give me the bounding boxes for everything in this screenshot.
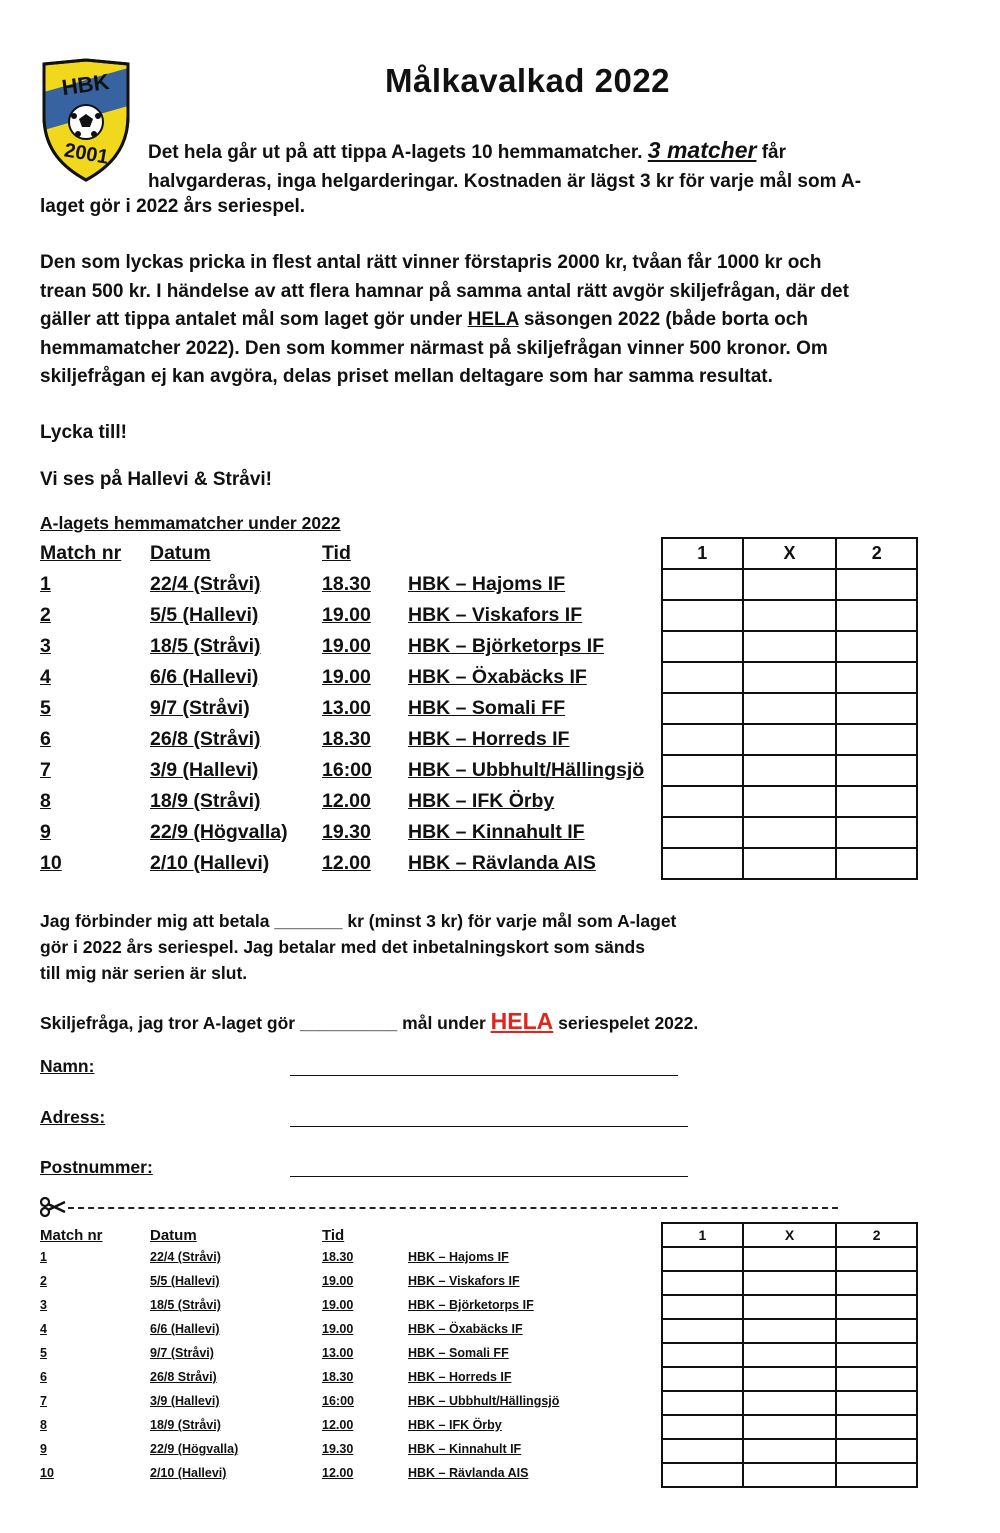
coupon-pick-cell[interactable]: [743, 1295, 837, 1319]
intro-line-3: laget gör i 2022 års seriespel.: [40, 196, 306, 217]
pick-cell[interactable]: [836, 848, 917, 879]
name-field[interactable]: [290, 1075, 678, 1076]
greeting-see-you: Vi ses på Hallevi & Stråvi!: [40, 469, 272, 490]
coupon-pick-cell[interactable]: [743, 1367, 837, 1391]
coupon-row: 9 22/9 (Högvalla) 19.30 HBK – Kinnahult IF: [40, 1442, 522, 1456]
coupon-pick-cell[interactable]: [662, 1391, 743, 1415]
pick-cell[interactable]: [662, 817, 743, 848]
prize-line-2: trean 500 kr. I händelse av att flera hamnar på samma antal rätt avgör skiljefrågan, där det: [40, 280, 849, 302]
match-row: 4 6/6 (Hallevi) 19.00 HBK – Öxabäcks IF: [40, 666, 587, 688]
coupon-pick-cell[interactable]: [836, 1439, 917, 1463]
pick-cell[interactable]: [836, 724, 917, 755]
coupon-pick-cell[interactable]: [836, 1463, 917, 1487]
commit-line-2: gör i 2022 års seriespel. Jag betalar med det inbetalningskort som sänds: [40, 937, 645, 957]
match-row: 6 26/8 (Stråvi) 18.30 HBK – Horreds IF: [40, 728, 570, 750]
coupon-pick-cell[interactable]: [836, 1391, 917, 1415]
match-row: 8 18/9 (Stråvi) 12.00 HBK – IFK Örby: [40, 790, 555, 812]
coupon-pick-cell[interactable]: [743, 1415, 837, 1439]
commit-line-1: Jag förbinder mig att betala _______ kr (minst 3 kr) för varje mål som A-laget: [40, 911, 677, 931]
match-row: 9 22/9 (Högvalla) 19.30 HBK – Kinnahult IF: [40, 821, 585, 843]
coupon-pick-cell[interactable]: [743, 1271, 837, 1295]
postal-code-label: Postnummer:: [40, 1157, 153, 1177]
pick-cell[interactable]: [662, 786, 743, 817]
match-row: 3 18/5 (Stråvi) 19.00 HBK – Björketorps IF: [40, 635, 605, 657]
intro-paragraph: [148, 136, 948, 196]
page-title: Målkavalkad 2022: [385, 62, 671, 99]
pick-cell[interactable]: [743, 755, 837, 786]
coupon-pick-cell[interactable]: [743, 1247, 837, 1271]
pick-cell[interactable]: [836, 662, 917, 693]
coupon-pick-cell[interactable]: [662, 1319, 743, 1343]
pick-cell[interactable]: [836, 755, 917, 786]
grid-header-row: [662, 538, 917, 569]
pick-cell[interactable]: [743, 786, 837, 817]
pick-cell[interactable]: [662, 693, 743, 724]
coupon-pick-cell[interactable]: [662, 1415, 743, 1439]
coupon-pick-cell[interactable]: [662, 1295, 743, 1319]
pick-cell[interactable]: [743, 631, 837, 662]
coupon-grid-header-1: 1: [662, 1223, 743, 1247]
coupon-pick-cell[interactable]: [662, 1271, 743, 1295]
hela-red-emphasis: HELA: [490, 1008, 554, 1034]
pick-cell[interactable]: [743, 600, 837, 631]
intro-line-2: halvgarderas, inga helgarderingar. Kostnaden är lägst 3 kr för varje mål som A-: [148, 170, 862, 192]
pick-cell[interactable]: [836, 600, 917, 631]
scissors-icon: [40, 1197, 66, 1217]
grid-header-2: 2: [836, 538, 917, 569]
pick-cell[interactable]: [836, 786, 917, 817]
coupon-pick-cell[interactable]: [743, 1439, 837, 1463]
coupon-row: 4 6/6 (Hallevi) 19.00 HBK – Öxabäcks IF: [40, 1322, 523, 1336]
coupon-header-match-nr: Match nr: [40, 1227, 103, 1244]
match-row: 2 5/5 (Hallevi) 19.00 HBK – Viskafors IF: [40, 604, 583, 626]
greeting-good-luck: Lycka till!: [40, 422, 127, 443]
pick-cell[interactable]: [743, 817, 837, 848]
coupon-pick-cell[interactable]: [743, 1391, 837, 1415]
coupon-pick-cell[interactable]: [836, 1319, 917, 1343]
hela-underlined: HELA: [467, 309, 519, 330]
coupon-pick-cell[interactable]: [836, 1415, 917, 1439]
pick-cell[interactable]: [743, 724, 837, 755]
pick-cell[interactable]: [836, 817, 917, 848]
grid-header-x: X: [743, 538, 837, 569]
match-row: 5 9/7 (Stråvi) 13.00 HBK – Somali FF: [40, 697, 566, 719]
prediction-grid: [661, 537, 918, 880]
prize-line-5: skiljefrågan ej kan avgöra, delas priset mellan deltagare som har samma resultat.: [40, 366, 773, 387]
pick-cell[interactable]: [743, 693, 837, 724]
coupon-grid-header-row: [662, 1223, 917, 1247]
coupon-pick-cell[interactable]: [662, 1343, 743, 1367]
commitment-paragraph: [40, 908, 676, 986]
coupon-pick-cell[interactable]: [743, 1463, 837, 1487]
coupon-pick-cell[interactable]: [836, 1343, 917, 1367]
coupon-header-time: Tid: [322, 1227, 345, 1244]
coupon-row: 10 2/10 (Hallevi) 12.00 HBK – Rävlanda AIS: [40, 1466, 529, 1480]
grid-header-1: 1: [662, 538, 743, 569]
coupon-row: 7 3/9 (Hallevi) 16:00 HBK – Ubbhult/Hällingsjö: [40, 1394, 560, 1408]
prize-line-1: Den som lyckas pricka in flest antal rätt vinner förstapris 2000 kr, tvåan får 1000 kr och: [40, 252, 822, 273]
coupon-pick-cell[interactable]: [662, 1463, 743, 1487]
pick-cell[interactable]: [836, 631, 917, 662]
coupon-grid-header-2: 2: [836, 1223, 917, 1247]
three-matches-emphasis: 3 matcher: [647, 137, 757, 163]
coupon-row: 6 26/8 Stråvi) 18.30 HBK – Horreds IF: [40, 1370, 512, 1384]
prize-paragraph: [40, 249, 849, 392]
pick-cell[interactable]: [743, 848, 837, 879]
header-match-nr: Match nr: [40, 542, 122, 564]
coupon-row: 8 18/9 (Stråvi) 12.00 HBK – IFK Örby: [40, 1418, 502, 1432]
table-header-row: [40, 542, 660, 572]
postal-code-field[interactable]: [290, 1176, 688, 1177]
pick-cell[interactable]: [662, 848, 743, 879]
address-label: Adress:: [40, 1107, 106, 1127]
coupon-pick-cell[interactable]: [836, 1367, 917, 1391]
pick-cell[interactable]: [836, 693, 917, 724]
cut-line: [68, 1207, 838, 1209]
coupon-row: 1 22/4 (Stråvi) 18.30 HBK – Hajoms IF: [40, 1250, 509, 1264]
header-time: Tid: [322, 542, 351, 564]
coupon-pick-cell[interactable]: [662, 1439, 743, 1463]
coupon-pick-cell[interactable]: [836, 1271, 917, 1295]
address-field[interactable]: [290, 1126, 688, 1127]
name-label: Namn:: [40, 1056, 95, 1076]
coupon-row: 3 18/5 (Stråvi) 19.00 HBK – Björketorps IF: [40, 1298, 534, 1312]
intro-line-1: Det hela går ut på att tippa A-lagets 10 hemmamatcher. 3 matcher får: [148, 137, 787, 163]
coupon-pick-cell[interactable]: [743, 1319, 837, 1343]
coupon-row: 5 9/7 (Stråvi) 13.00 HBK – Somali FF: [40, 1346, 509, 1360]
match-row: 7 3/9 (Hallevi) 16:00 HBK – Ubbhult/Hällingsjö: [40, 759, 645, 781]
pick-cell[interactable]: [662, 600, 743, 631]
prize-line-3: gäller att tippa antalet mål som laget gör under HELA säsongen 2022 (både borta och: [40, 309, 808, 330]
match-row: 1 22/4 (Stråvi) 18.30 HBK – Hajoms IF: [40, 573, 566, 595]
coupon-pick-cell[interactable]: [662, 1247, 743, 1271]
pick-cell[interactable]: [662, 631, 743, 662]
pick-cell[interactable]: [836, 569, 917, 600]
pick-cell[interactable]: [743, 569, 837, 600]
header-date: Datum: [150, 542, 211, 564]
tiebreak-question: Skiljefråga, jag tror A-laget gör __________ mål under HELA seriespelet 2022.: [40, 1008, 699, 1034]
coupon-row: 2 5/5 (Hallevi) 19.00 HBK – Viskafors IF: [40, 1274, 520, 1288]
coupon-pick-cell[interactable]: [743, 1343, 837, 1367]
commit-line-3: till mig när serien är slut.: [40, 963, 248, 983]
coupon-grid-header-x: X: [743, 1223, 837, 1247]
table-caption: A-lagets hemmamatcher under 2022: [40, 513, 341, 533]
club-shield-logo: [38, 58, 134, 182]
coupon-header-date: Datum: [150, 1227, 197, 1244]
pick-cell[interactable]: [662, 569, 743, 600]
svg-text:2001: 2001: [62, 139, 111, 169]
prize-line-4: hemmamatcher 2022). Den som kommer närmast på skiljefrågan vinner 500 kronor. Om: [40, 337, 828, 359]
pick-cell[interactable]: [743, 662, 837, 693]
coupon-header-row: [40, 1227, 660, 1251]
pick-cell[interactable]: [662, 755, 743, 786]
coupon-pick-cell[interactable]: [662, 1367, 743, 1391]
coupon-pick-cell[interactable]: [836, 1295, 917, 1319]
match-row: 10 2/10 (Hallevi) 12.00 HBK – Rävlanda AIS: [40, 852, 596, 874]
pick-cell[interactable]: [662, 724, 743, 755]
coupon-prediction-grid: [661, 1222, 918, 1488]
svg-text:HBK: HBK: [60, 68, 111, 101]
pick-cell[interactable]: [662, 662, 743, 693]
coupon-pick-cell[interactable]: [836, 1247, 917, 1271]
